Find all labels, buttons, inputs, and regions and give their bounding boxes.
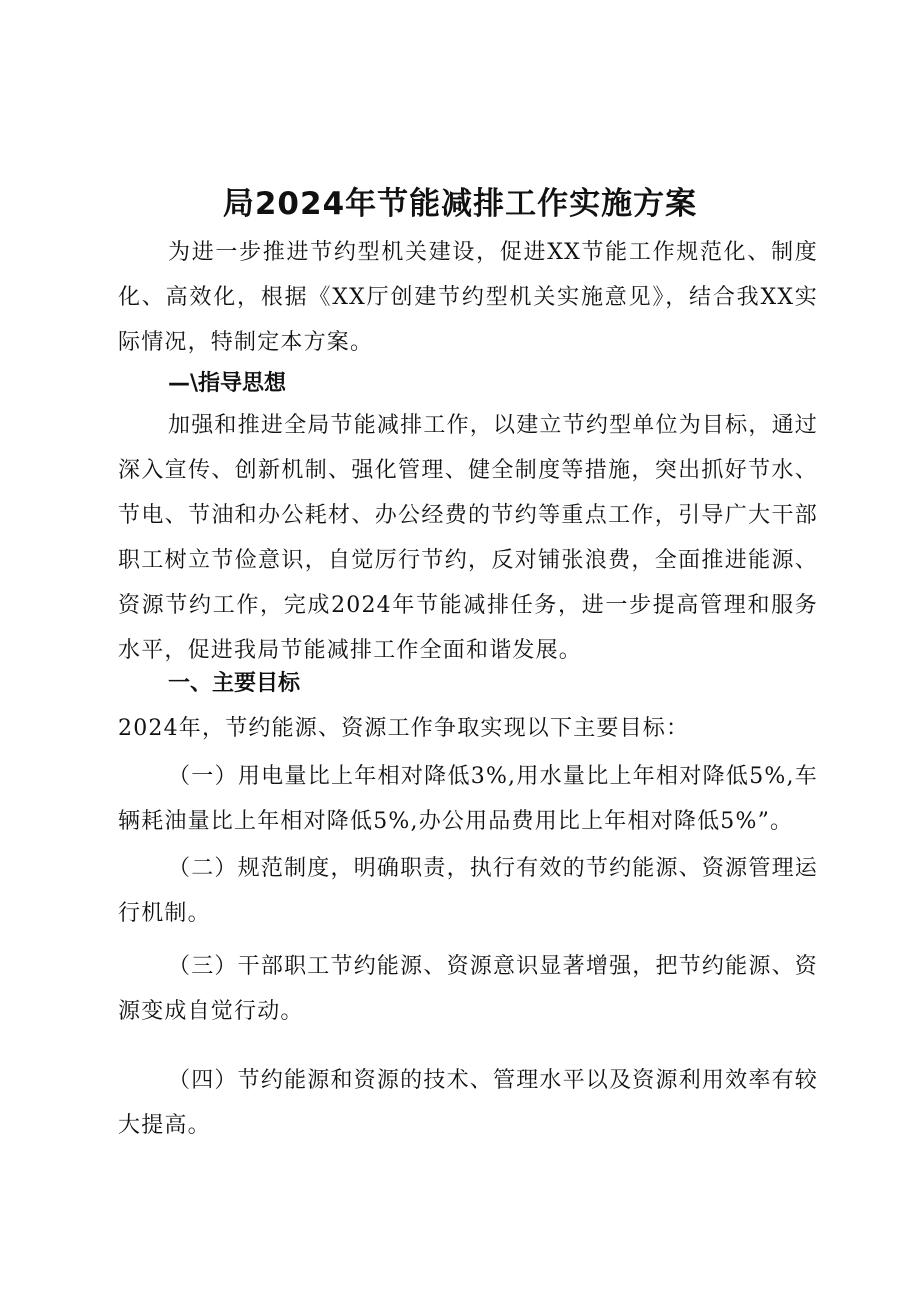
goal-item-2: （二）规范制度，明确职责，执行有效的节约能源、资源管理运行机制。	[118, 856, 818, 926]
intro-paragraph: 为进一步推进节约型机关建设，促进XX节能工作规范化、制度化、高效化，根据《XX厅创建节约型机关实施意见》，结合我XX实际情况，特制定本方案。	[118, 240, 818, 355]
goal-item-4: （四）节约能源和资源的技术、管理水平以及资源利用效率有较大提高。	[118, 1068, 818, 1138]
goal-item-1: （一）用电量比上年相对降低3%,用水量比上年相对降低5%,车辆耗油量比上年相对降低5%,办公用品费用比上年相对降低5%”。	[118, 764, 818, 834]
guiding-ideology-paragraph: 加强和推进全局节能减排工作，以建立节约型单位为目标，通过深入宣传、创新机制、强化管理、健全制度等措施，突出抓好节水、节电、节油和办公耗材、办公经费的节约等重点工作，引导广大干部职工树立节俭意识，自觉厉行节约，反对铺张浪费，全面推进能源、资源节约工作，完成2024年节能减排任务，进一步提高管理和服务水平，促进我局节能减排工作全面和谐发展。	[118, 413, 818, 663]
section-heading-main-goals: 一、主要目标	[168, 671, 301, 696]
main-goals-lead: 2024年，节约能源、资源工作争取实现以下主要目标：	[118, 716, 690, 741]
goal-item-3: （三）干部职工节约能源、资源意识显著增强，把节约能源、资源变成自觉行动。	[118, 954, 818, 1024]
document-title: 局2024年节能减排工作实施方案	[222, 186, 698, 222]
section-heading-guiding-ideology: —\指导思想	[168, 371, 287, 396]
